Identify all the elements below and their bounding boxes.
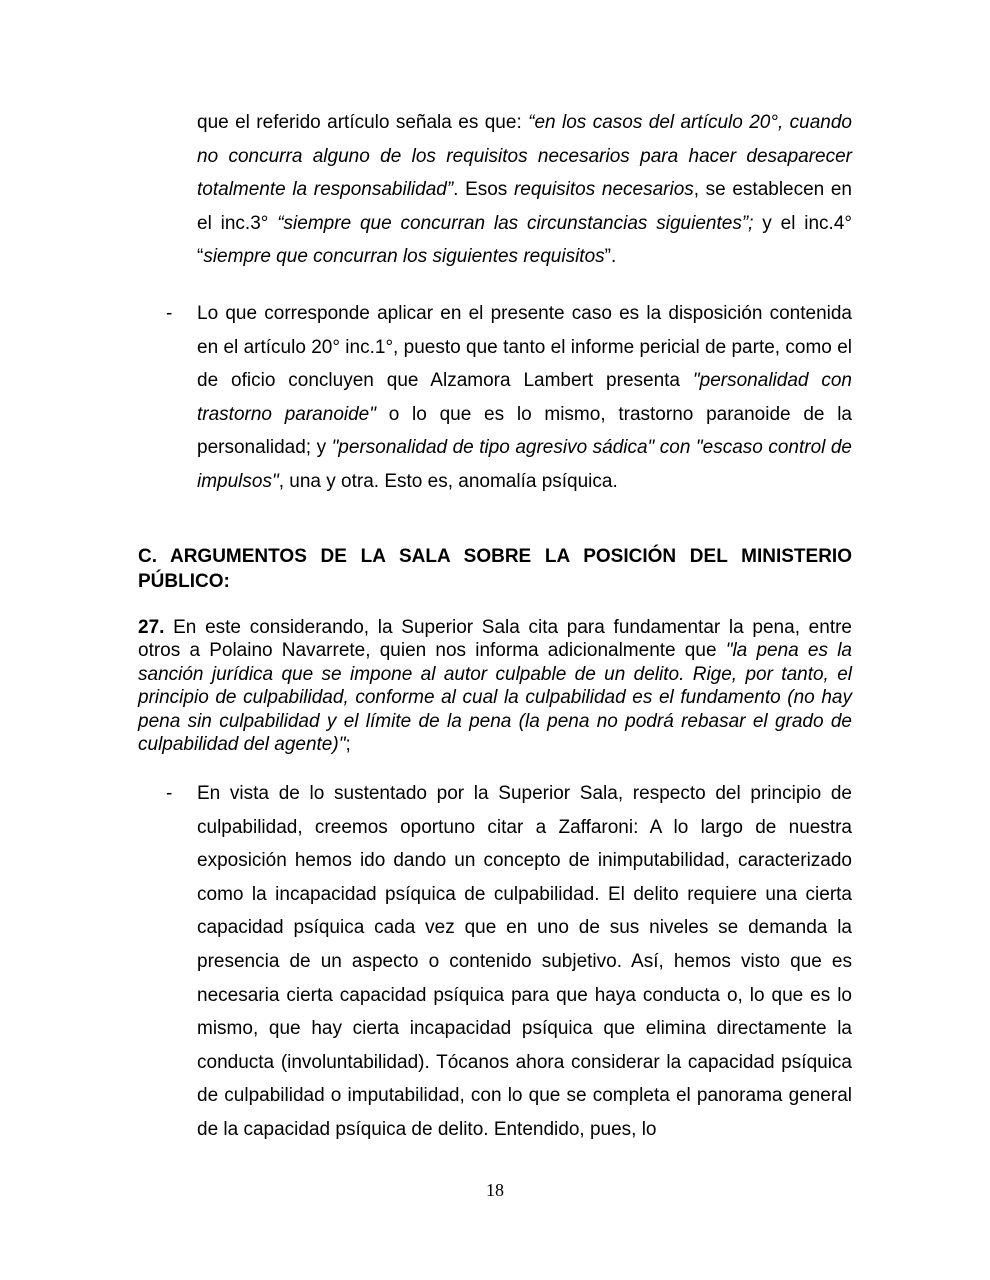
text-run: , una y otra. Esto es, anomalía psíquica.: [278, 470, 618, 492]
text-run: . Esos: [453, 179, 514, 201]
text-run: Lo que corresponde aplicar en el presente caso es la disposición contenida en el artículo 20° inc.1°, puesto que tanto el informe pericial de parte, como el de oficio concluyen que Alzamora Lambert presenta: [197, 303, 852, 392]
quoted-text: "personalidad de tipo agresivo sádica" con "escaso control de impulsos": [197, 437, 852, 492]
list-item-disposicion-aplicable: [138, 297, 852, 499]
quoted-text: “en los casos del artículo 20°, cuando no concurra alguno de los requisitos necesarios para hacer desaparecer totalmente la responsabilidad”: [197, 112, 852, 201]
quoted-text: requisitos necesarios: [513, 179, 694, 201]
text-run: , se establecen en el inc.3°: [197, 179, 853, 234]
quoted-text: “siempre que concurran las circunstancias siguientes”;: [277, 212, 754, 234]
quoted-text: "la pena es la sanción jurídica que se impone al autor culpable de un delito. Rige, por tanto, el principio de culpabilidad, conforme al cual la culpabilidad es el fundamento (no hay pena sin culpabilidad y el límite de la pena (la pena no podrá rebasar el grado de culpabilidad del agente)": [138, 640, 852, 756]
list-item-zaffaroni-cita: [138, 777, 852, 1147]
page-number: 18: [486, 1180, 504, 1200]
text-run: y el inc.4° “: [197, 212, 852, 268]
text-run: ”.: [604, 246, 617, 268]
list-dash-marker: -: [166, 303, 173, 324]
paragraph-article-requirements: [197, 106, 852, 274]
text-run: En este considerando, la Superior Sala cita para fundamentar la pena, entre otros a Polaino Navarrete, quien nos informa adicionalmente que: [138, 617, 852, 662]
text-run: o lo que es lo mismo, trastorno paranoide de la personalidad; y: [197, 403, 852, 459]
text-run: ;: [345, 734, 351, 756]
page-footer: [0, 1180, 990, 1200]
quoted-text: "personalidad con trastorno paranoide": [197, 370, 852, 425]
text-run: En vista de lo sustentado por la Superior Sala, respecto del principio de culpabilidad, creemos oportuno citar a Zaffaroni: A lo largo de nuestra exposición hemos ido dando un concepto de inimputabilidad, caracterizado como la incapacidad psíquica de culpabilidad. El delito requiere una cierta capacidad psíquica cada vez que en uno de sus niveles se demanda la presencia de un aspecto o contenido subjetivo. Así, hemos visto que es necesaria cierta capacidad psíquica para que haya conducta o, lo que es lo mismo, que hay cierta incapacidad psíquica que elimina directamente la conducta (involuntabilidad). Tócanos ahora considerar la capacidad psíquica de culpabilidad o imputabilidad, con lo que se completa el panorama general de la capacidad psíquica de delito. Entendido, pues, lo: [197, 783, 852, 1140]
list-dash-marker: -: [166, 783, 173, 804]
quoted-text: siempre que concurran los siguientes requisitos: [203, 246, 605, 268]
text-run: que el referido artículo señala es que:: [197, 112, 529, 133]
section-heading-c: C. ARGUMENTOS DE LA SALA SOBRE LA POSICIÓN DEL MINISTERIO PÚBLICO:: [138, 546, 852, 592]
paragraph-number: 27.: [138, 617, 165, 638]
paragraph-27: [138, 616, 852, 756]
